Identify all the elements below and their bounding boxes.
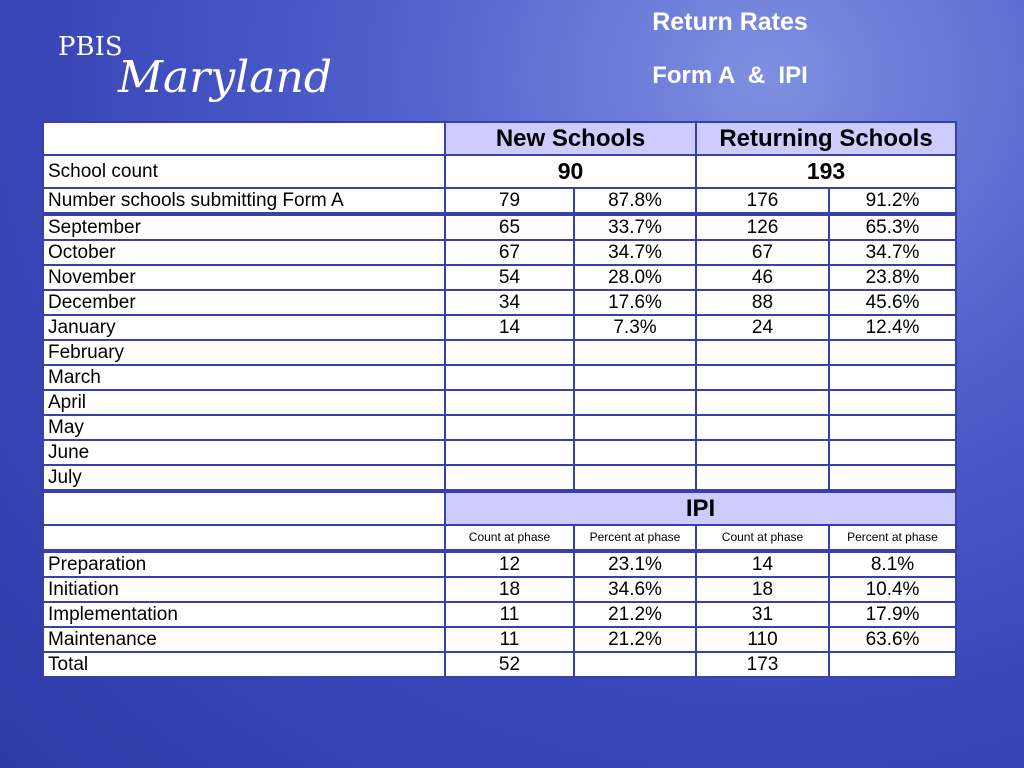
month-row-label: January (43, 315, 445, 340)
month-row-new-pct (574, 365, 696, 390)
month-row-new-pct (574, 465, 696, 491)
month-row-new-count: 65 (445, 214, 574, 240)
month-row (43, 465, 956, 491)
month-row-new-pct: 17.6% (574, 290, 696, 315)
month-row-label: March (43, 365, 445, 390)
header-returning-schools: Returning Schools (696, 122, 956, 155)
ipi-row-ret-count: 173 (696, 652, 829, 677)
form-a-row (43, 188, 956, 214)
month-row-new-count (445, 415, 574, 440)
ipi-row-ret-pct: 8.1% (829, 551, 956, 577)
header-new-schools: New Schools (445, 122, 696, 155)
month-row (43, 315, 956, 340)
ipi-row (43, 551, 956, 577)
ipi-row-new-pct: 21.2% (574, 602, 696, 627)
ipi-row-new-count: 11 (445, 602, 574, 627)
ipi-subheader-cell: Percent at phase (574, 525, 696, 551)
month-row-new-pct (574, 340, 696, 365)
month-row-new-pct (574, 415, 696, 440)
form-a-ret-pct: 91.2% (829, 188, 956, 214)
month-row-ret-count (696, 415, 829, 440)
ipi-header: IPI (445, 491, 956, 525)
month-row-ret-count (696, 465, 829, 491)
month-row-new-pct: 28.0% (574, 265, 696, 290)
ipi-row-label: Implementation (43, 602, 445, 627)
month-row-ret-count: 126 (696, 214, 829, 240)
month-row-label: September (43, 214, 445, 240)
month-row-new-pct: 7.3% (574, 315, 696, 340)
month-row-ret-pct: 65.3% (829, 214, 956, 240)
ipi-row-label: Maintenance (43, 627, 445, 652)
ipi-row-new-count: 52 (445, 652, 574, 677)
month-row (43, 415, 956, 440)
ipi-row-label: Total (43, 652, 445, 677)
ipi-row (43, 577, 956, 602)
month-row-ret-pct (829, 365, 956, 390)
month-row-ret-pct: 34.7% (829, 240, 956, 265)
month-row-new-count (445, 390, 574, 415)
month-row-label: October (43, 240, 445, 265)
month-row-new-pct: 33.7% (574, 214, 696, 240)
month-row-ret-pct (829, 415, 956, 440)
month-row-label: April (43, 390, 445, 415)
ipi-subheader-cell: Count at phase (696, 525, 829, 551)
ipi-row-ret-pct (829, 652, 956, 677)
ipi-row (43, 652, 956, 677)
form-a-new-count: 79 (445, 188, 574, 214)
month-row-ret-pct: 12.4% (829, 315, 956, 340)
header-empty-cell (43, 122, 445, 155)
ipi-row-ret-count: 18 (696, 577, 829, 602)
ipi-row-ret-pct: 63.6% (829, 627, 956, 652)
logo-pbis: PBIS (58, 32, 123, 62)
month-row-ret-count (696, 340, 829, 365)
ipi-subheader-cell: Count at phase (445, 525, 574, 551)
school-count-returning: 193 (696, 155, 956, 188)
month-row-new-pct: 34.7% (574, 240, 696, 265)
return-rates-table (42, 121, 957, 678)
ipi-row-new-count: 18 (445, 577, 574, 602)
month-row-new-count: 14 (445, 315, 574, 340)
ipi-row-new-pct: 21.2% (574, 627, 696, 652)
month-row-ret-pct: 45.6% (829, 290, 956, 315)
month-row-label: June (43, 440, 445, 465)
month-row-new-count (445, 340, 574, 365)
month-row-new-count: 54 (445, 265, 574, 290)
month-row-new-count (445, 465, 574, 491)
month-row-label: December (43, 290, 445, 315)
month-row-ret-count (696, 365, 829, 390)
form-a-label: Number schools submitting Form A (43, 188, 445, 214)
month-row-ret-count (696, 440, 829, 465)
month-row-label: May (43, 415, 445, 440)
ipi-row-ret-count: 14 (696, 551, 829, 577)
ipi-row-ret-pct: 10.4% (829, 577, 956, 602)
month-row (43, 390, 956, 415)
month-row-ret-count: 67 (696, 240, 829, 265)
month-row-label: February (43, 340, 445, 365)
month-row-label: November (43, 265, 445, 290)
month-row-new-count (445, 440, 574, 465)
month-row-new-pct (574, 390, 696, 415)
table-header-row (43, 122, 956, 155)
ipi-subheader-empty-cell (43, 525, 445, 551)
month-row-new-pct (574, 440, 696, 465)
ipi-row-new-pct: 34.6% (574, 577, 696, 602)
ipi-row-label: Preparation (43, 551, 445, 577)
ipi-row-ret-count: 110 (696, 627, 829, 652)
month-row-new-count: 34 (445, 290, 574, 315)
month-row-ret-count (696, 390, 829, 415)
ipi-row-label: Initiation (43, 577, 445, 602)
month-row (43, 365, 956, 390)
month-row-new-count: 67 (445, 240, 574, 265)
ipi-row-ret-pct: 17.9% (829, 602, 956, 627)
month-row-ret-pct (829, 340, 956, 365)
month-row-new-count (445, 365, 574, 390)
page-subtitle: Form A & IPI (652, 62, 808, 89)
ipi-header-row (43, 491, 956, 525)
month-row (43, 265, 956, 290)
month-row-ret-pct: 23.8% (829, 265, 956, 290)
month-row-ret-pct (829, 390, 956, 415)
ipi-row-new-pct: 23.1% (574, 551, 696, 577)
month-row-ret-count: 24 (696, 315, 829, 340)
month-row (43, 440, 956, 465)
ipi-row-new-pct (574, 652, 696, 677)
school-count-row (43, 155, 956, 188)
ipi-row (43, 602, 956, 627)
ipi-subheader-row (43, 525, 956, 551)
month-row-label: July (43, 465, 445, 491)
form-a-ret-count: 176 (696, 188, 829, 214)
logo-maryland: Maryland (118, 52, 332, 103)
month-row-ret-count: 46 (696, 265, 829, 290)
month-row-ret-pct (829, 440, 956, 465)
ipi-row-ret-count: 31 (696, 602, 829, 627)
form-a-new-pct: 87.8% (574, 188, 696, 214)
ipi-subheader-cell: Percent at phase (829, 525, 956, 551)
month-row-ret-count: 88 (696, 290, 829, 315)
month-row (43, 240, 956, 265)
month-row (43, 340, 956, 365)
month-row (43, 290, 956, 315)
ipi-header-empty-cell (43, 491, 445, 525)
school-count-new: 90 (445, 155, 696, 188)
ipi-row-new-count: 12 (445, 551, 574, 577)
school-count-label: School count (43, 155, 445, 188)
ipi-row (43, 627, 956, 652)
month-row (43, 214, 956, 240)
page-title: Return Rates (652, 8, 808, 36)
month-row-ret-pct (829, 465, 956, 491)
ipi-row-new-count: 11 (445, 627, 574, 652)
